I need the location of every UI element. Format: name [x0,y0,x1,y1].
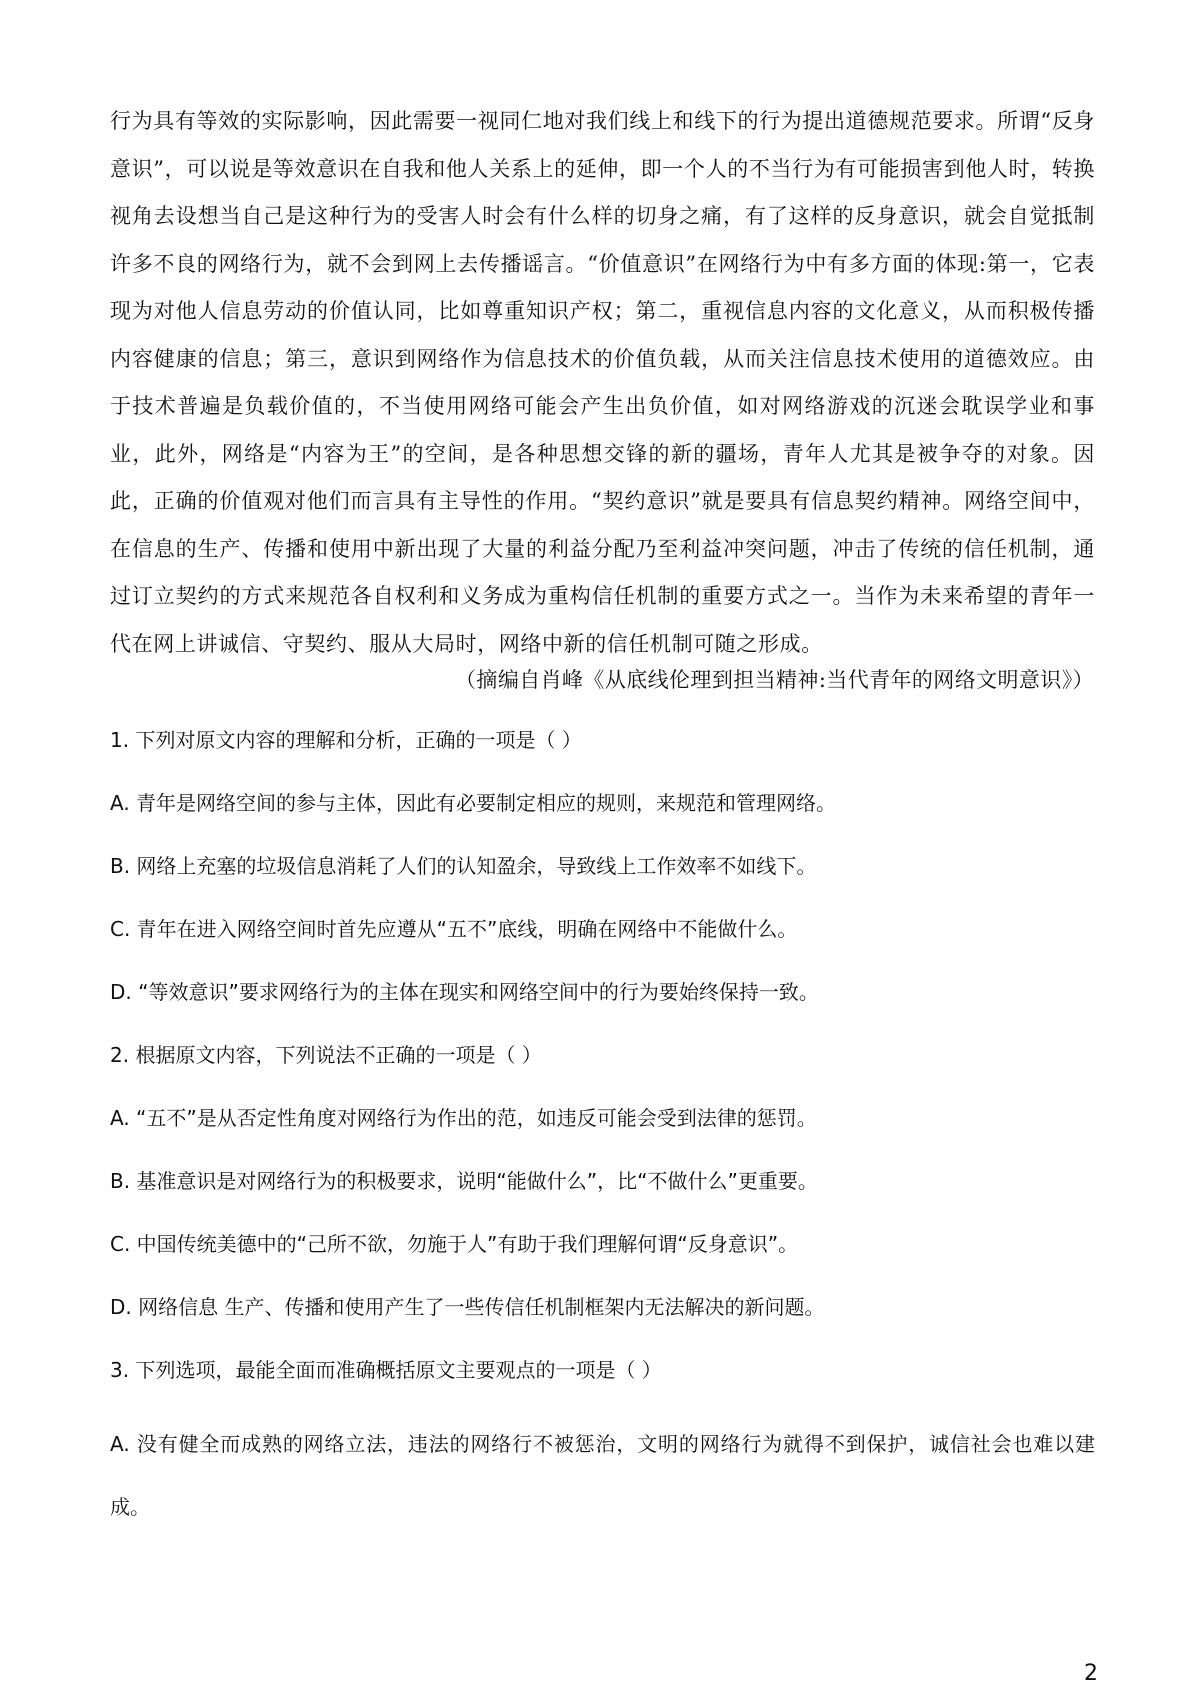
question-2-stem: 2. 根据原文内容，下列说法不正确的一项是（ ） [110,1043,542,1067]
question-list [110,720,1095,1539]
question-3-option-a: A. 没有健全而成熟的网络立法，违法的网络行不被惩治，文明的网络行为就得不到保护，诚信社会也难以建成。 [110,1432,1095,1519]
question-2-option-d: D. 网络信息 生产、传播和使用产生了一些传信任机制框架内无法解决的新问题。 [110,1295,825,1319]
question-2-option-b: B. 基准意识是对网络行为的积极要求，说明“能做什么”，比“不做什么”更重要。 [110,1169,818,1193]
page-number: 2 [1084,1661,1098,1686]
question-1-option-b: B. 网络上充塞的垃圾信息消耗了人们的认知盈余，导致线上工作效率不如线下。 [110,854,817,878]
question-2-option-a: A. “五不”是从否定性角度对网络行为作出的范，如违反可能会受到法律的惩罚。 [110,1106,817,1130]
question-1-option-c: C. 青年在进入网络空间时首先应遵从“五不”底线，明确在网络中不能做什么。 [110,917,798,941]
source-citation: （摘编自肖峰《从底线伦理到担当精神:当代青年的网络文明意识》） [455,668,1094,692]
passage-text: 行为具有等效的实际影响，因此需要一视同仁地对我们线上和线下的行为提出道德规范要求。所谓“反身意识”，可以说是等效意识在自我和他人关系上的延伸，即一个人的不当行为有可能损害到他人时，转换视角去设想当自己是这种行为的受害人时会有什么样的切身之痛，有了这样的反身意识，就会自觉抵制许多不良的网络行为，就不会到网上去传播谣言。“价值意识”在网络行为中有多方面的体现:第一，它表现为对他人信息劳动的价值认同，比如尊重知识产权；第二，重视信息内容的文化意义，从而积极传播内容健康的信息；第三，意识到网络作为信息技术的价值负载，从而关注信息技术使用的道德效应。由于技术普遍是负载价值的，不当使用网络可能会产生出负价值，如对网络游戏的沉迷会耽误学业和事业，此外，网络是“内容为王”的空间，是各种思想交锋的新的疆场，青年人尤其是被争夺的对象。因此，正确的价值观对他们而言具有主导性的作用。“契约意识”就是要具有信息契约精神。网络空间中，在信息的生产、传播和使用中新出现了大量的利益分配乃至利益冲突问题，冲击了传统的信任机制，通过订立契约的方式来规范各自权利和义务成为重构信任机制的重要方式之一。当作为未来希望的青年一代在网上讲诚信、守契约、服从大局时，网络中新的信任机制可随之形成。 [110,109,1095,656]
question-2-option-c: C. 中国传统美德中的“己所不欲，勿施于人”有助于我们理解何谓“反身意识”。 [110,1232,799,1256]
question-3-stem: 3. 下列选项，最能全面而准确概括原文主要观点的一项是（ ） [110,1358,662,1382]
question-1-stem: 1. 下列对原文内容的理解和分析，正确的一项是（ ） [110,728,582,752]
question-1-option-d: D. “等效意识”要求网络行为的主体在现实和网络空间中的行为要始终保持一致。 [110,980,819,1004]
question-1-option-a: A. 青年是网络空间的参与主体，因此有必要制定相应的规则，来规范和管理网络。 [110,791,837,815]
